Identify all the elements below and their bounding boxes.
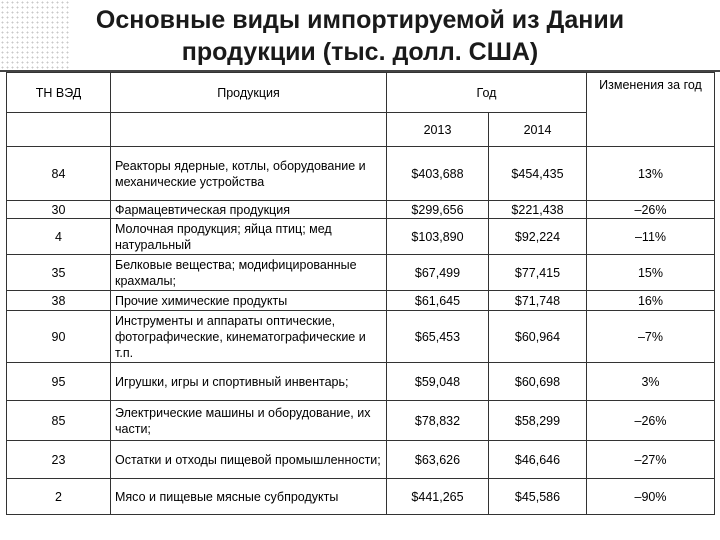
table-row	[7, 401, 715, 441]
row-value-2013: $403,688	[387, 147, 489, 201]
row-change: 13%	[587, 147, 715, 201]
row-value-2013: $61,645	[387, 291, 489, 311]
table-row	[7, 479, 715, 515]
row-product: Фармацевтическая продукция	[111, 201, 387, 219]
row-value-2014: $221,438	[489, 201, 587, 219]
row-value-2014: $58,299	[489, 401, 587, 441]
row-change: 15%	[587, 255, 715, 291]
row-value-2013: $65,453	[387, 311, 489, 363]
table-row	[7, 363, 715, 401]
row-code: 2	[7, 479, 111, 515]
row-code: 35	[7, 255, 111, 291]
table-row	[7, 255, 715, 291]
row-change: –26%	[587, 201, 715, 219]
row-value-2013: $103,890	[387, 219, 489, 255]
table-row	[7, 147, 715, 201]
row-change: –27%	[587, 441, 715, 479]
header-year: Год	[387, 73, 587, 113]
row-change: –26%	[587, 401, 715, 441]
row-product: Мясо и пищевые мясные субпродукты	[111, 479, 387, 515]
row-change: 3%	[587, 363, 715, 401]
row-code: 85	[7, 401, 111, 441]
row-product: Остатки и отходы пищевой промышленности;	[111, 441, 387, 479]
row-value-2013: $299,656	[387, 201, 489, 219]
row-product: Реакторы ядерные, котлы, оборудование и механические устройства	[111, 147, 387, 201]
header-product: Продукция	[111, 73, 387, 113]
table-row	[7, 311, 715, 363]
table-row	[7, 441, 715, 479]
header-year-2014: 2014	[489, 113, 587, 147]
row-product: Электрические машины и оборудование, их части;	[111, 401, 387, 441]
row-value-2014: $60,964	[489, 311, 587, 363]
row-code: 38	[7, 291, 111, 311]
table-row	[7, 219, 715, 255]
row-product: Прочие химические продукты	[111, 291, 387, 311]
row-value-2014: $454,435	[489, 147, 587, 201]
row-value-2014: $77,415	[489, 255, 587, 291]
header-change: Изменения за год	[587, 73, 715, 147]
row-product: Игрушки, игры и спортивный инвентарь;	[111, 363, 387, 401]
row-change: 16%	[587, 291, 715, 311]
table-body	[7, 147, 715, 515]
table-row	[7, 291, 715, 311]
row-value-2013: $67,499	[387, 255, 489, 291]
row-code: 30	[7, 201, 111, 219]
row-value-2014: $45,586	[489, 479, 587, 515]
row-change: –90%	[587, 479, 715, 515]
slide-title-line-2: продукции (тыс. долл. США)	[181, 38, 539, 66]
row-value-2014: $60,698	[489, 363, 587, 401]
slide-title-line-1: Основные виды импортируемой из Дании	[95, 6, 625, 34]
row-value-2013: $78,832	[387, 401, 489, 441]
row-code: 23	[7, 441, 111, 479]
row-change: –11%	[587, 219, 715, 255]
header-code: ТН ВЭД	[7, 73, 111, 113]
row-code: 90	[7, 311, 111, 363]
header-code-blank	[7, 113, 111, 147]
header-year-2013: 2013	[387, 113, 489, 147]
row-change: –7%	[587, 311, 715, 363]
row-code: 95	[7, 363, 111, 401]
row-value-2013: $441,265	[387, 479, 489, 515]
row-value-2013: $59,048	[387, 363, 489, 401]
row-product: Инструменты и аппараты оптические, фотографические, кинематографические и т.п.	[111, 311, 387, 363]
table-row	[7, 201, 715, 219]
row-value-2014: $71,748	[489, 291, 587, 311]
row-value-2014: $92,224	[489, 219, 587, 255]
slide-title	[0, 4, 720, 68]
row-code: 4	[7, 219, 111, 255]
header-row-1	[7, 73, 715, 113]
row-code: 84	[7, 147, 111, 201]
row-product: Молочная продукция; яйца птиц; мед натуральный	[111, 219, 387, 255]
row-value-2014: $46,646	[489, 441, 587, 479]
import-table	[6, 72, 715, 515]
header-product-blank	[111, 113, 387, 147]
row-value-2013: $63,626	[387, 441, 489, 479]
row-product: Белковые вещества; модифицированные крахмалы;	[111, 255, 387, 291]
